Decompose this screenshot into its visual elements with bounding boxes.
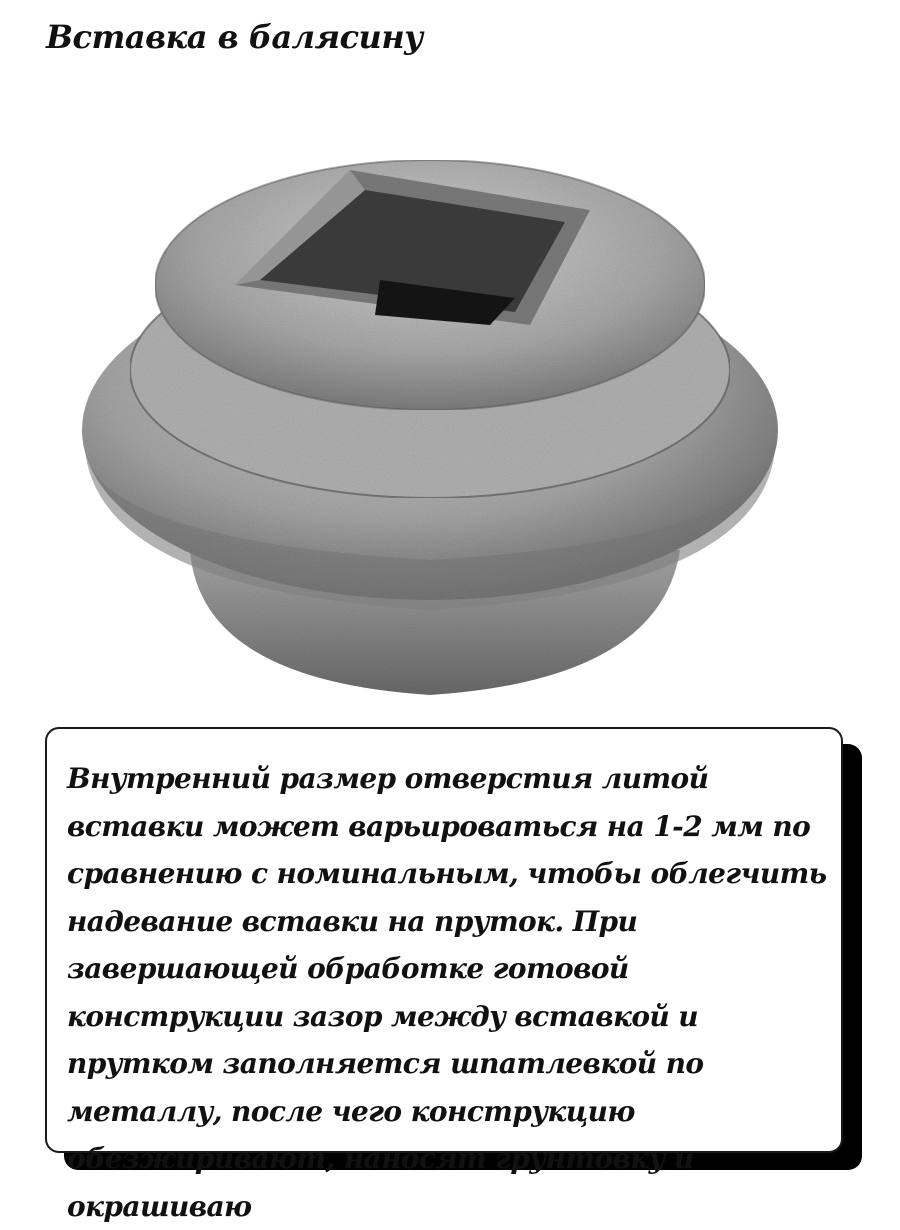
cast-insert-photo [60,120,800,720]
page-title: Вставка в балясину [46,18,423,56]
description-text: Внутренний размер отверстия литой вставки может варьироваться на 1-2 мм по сравнению с номинальным, чтобы облегчить надевание вставки на пруток. При завершающей обработке готовой конструкции зазор между вставкой и прутком заполняется шпатлевкой по металлу, после чего конструкцию обезжиривают, наносят грунтовку и окрашиваю [67,762,827,1223]
description-card [45,727,843,1223]
